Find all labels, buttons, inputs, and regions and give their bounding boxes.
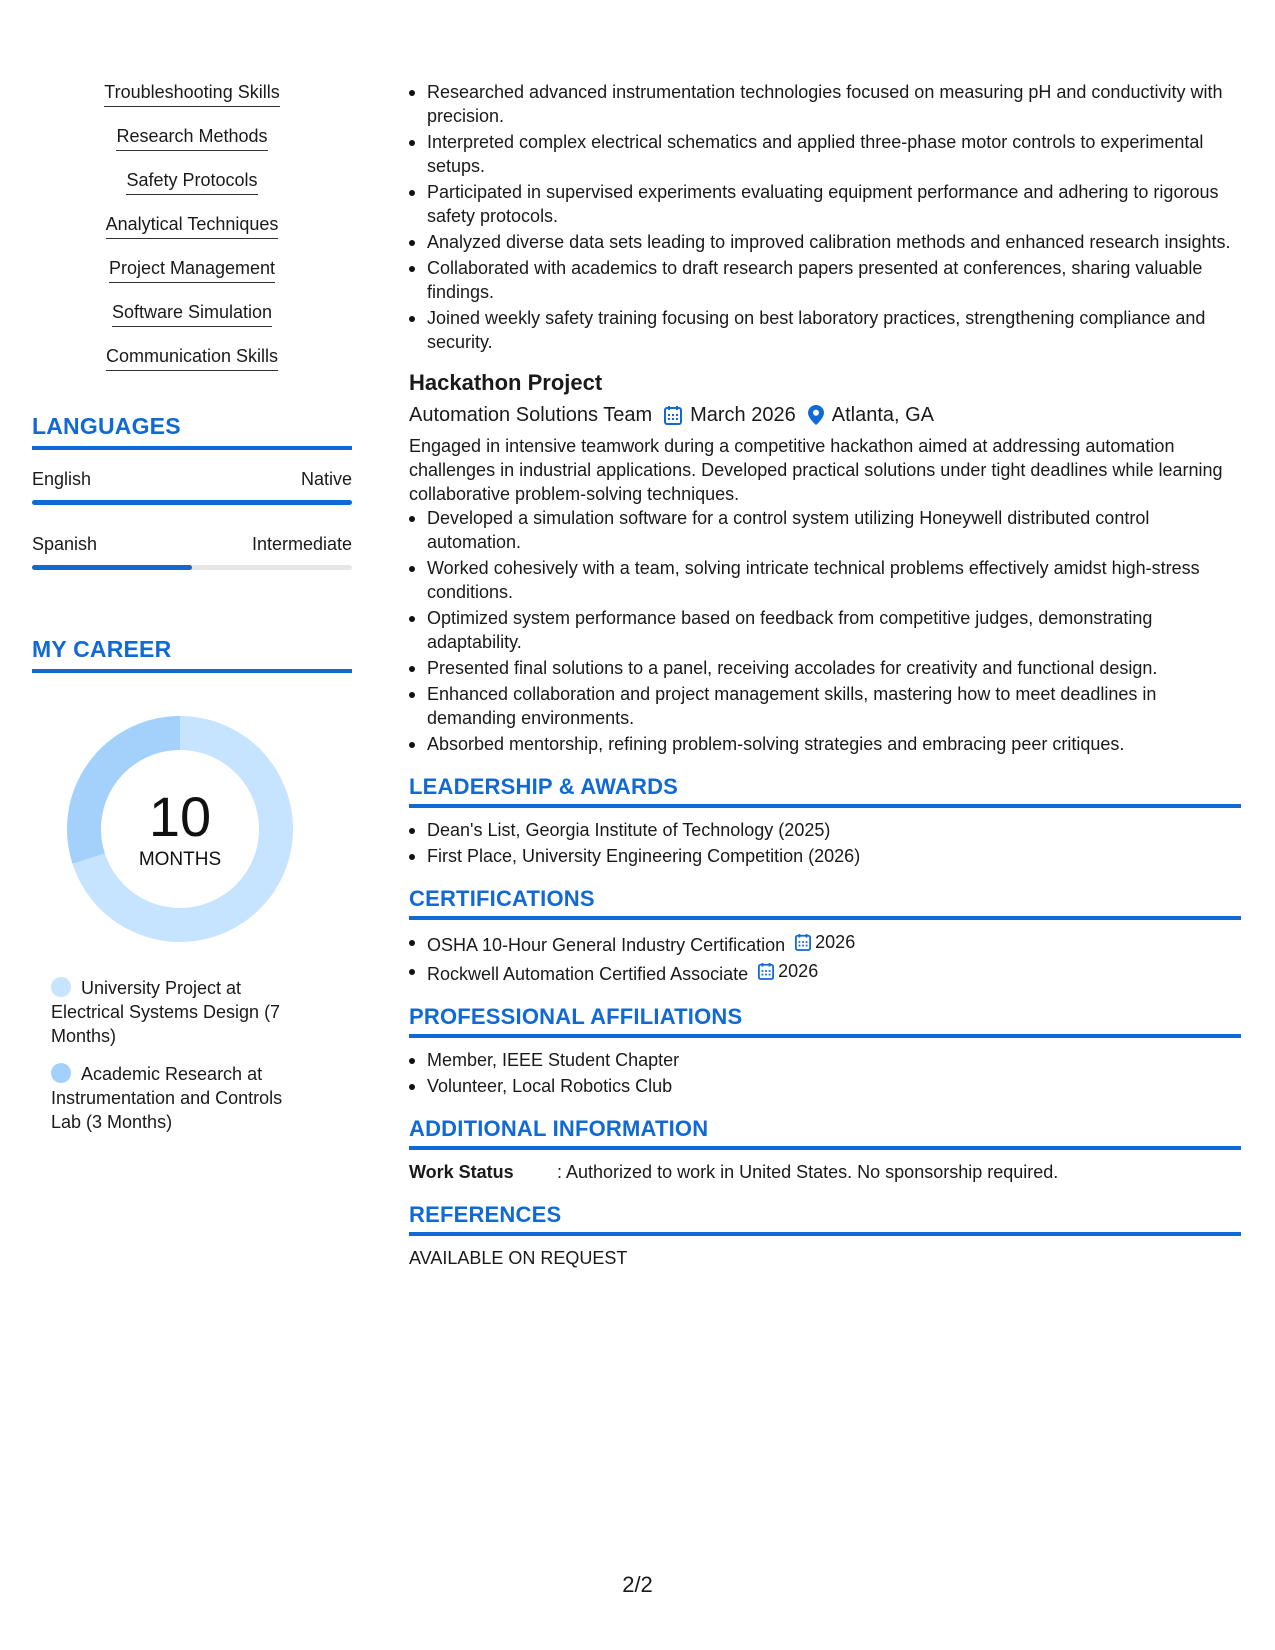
additional-info-heading: ADDITIONAL INFORMATION bbox=[409, 1116, 1241, 1150]
skills-list bbox=[32, 80, 352, 388]
work-status-row bbox=[409, 1160, 1241, 1184]
work-status-value: : Authorized to work in United States. No sponsorship required. bbox=[557, 1162, 1059, 1182]
legend-label: Academic Research at Instrumentation and Controls Lab (3 Months) bbox=[51, 1064, 283, 1132]
languages-heading: LANGUAGES bbox=[32, 413, 352, 450]
list-item: Member, IEEE Student Chapter bbox=[409, 1048, 1241, 1072]
project-bullets bbox=[409, 506, 1241, 756]
project-description: Engaged in intensive teamwork during a competitive hackathon aimed at addressing automation challenges in industrial applications. Developed practical solutions under tight deadlines while learning collaborative problem-solving techniques. bbox=[409, 436, 1223, 504]
skill-item: Analytical Techniques bbox=[106, 212, 279, 239]
skill-item: Research Methods bbox=[116, 124, 267, 151]
research-bullets bbox=[409, 80, 1241, 354]
calendar-icon bbox=[664, 405, 682, 425]
work-status-label: Work Status bbox=[409, 1162, 514, 1182]
calendar-icon bbox=[795, 933, 811, 951]
legend-dot bbox=[51, 977, 71, 997]
list-item: Researched advanced instrumentation technologies focused on measuring pH and conductivity with precision. bbox=[409, 80, 1241, 128]
skill-item: Project Management bbox=[109, 256, 275, 283]
list-item: Optimized system performance based on feedback from competitive judges, demonstrating adaptability. bbox=[409, 606, 1241, 654]
references-text: AVAILABLE ON REQUEST bbox=[409, 1248, 628, 1268]
legend-label: University Project at Electrical Systems Design (7 Months) bbox=[51, 978, 281, 1046]
project-date: March 2026 bbox=[690, 404, 796, 426]
affiliations-list bbox=[409, 1048, 1241, 1098]
leadership-heading: LEADERSHIP & AWARDS bbox=[409, 774, 1241, 808]
right-column bbox=[409, 80, 1241, 1270]
list-item: Developed a simulation software for a control system utilizing Honeywell distributed control automation. bbox=[409, 506, 1241, 554]
affiliations-heading: PROFESSIONAL AFFILIATIONS bbox=[409, 1004, 1241, 1038]
left-column bbox=[32, 80, 352, 1148]
certifications-heading: CERTIFICATIONS bbox=[409, 886, 1241, 920]
list-item: Enhanced collaboration and project management skills, mastering how to meet deadlines in demanding environments. bbox=[409, 682, 1241, 730]
calendar-icon bbox=[758, 962, 774, 980]
language-item bbox=[32, 466, 352, 505]
career-donut-chart bbox=[67, 716, 293, 942]
list-item bbox=[409, 930, 1241, 957]
donut-center bbox=[67, 716, 293, 942]
list-item: Joined weekly safety training focusing on best laboratory practices, strengthening compliance and security. bbox=[409, 306, 1241, 354]
skill-item: Safety Protocols bbox=[126, 168, 257, 195]
language-name: English bbox=[32, 469, 92, 489]
language-item bbox=[32, 531, 352, 570]
career-legend bbox=[51, 976, 311, 1134]
legend-item bbox=[51, 1062, 311, 1134]
list-item: First Place, University Engineering Competition (2026) bbox=[409, 844, 1241, 868]
project-meta bbox=[409, 400, 1241, 430]
list-item: Interpreted complex electrical schematics and applied three-phase motor controls to experimental setups. bbox=[409, 130, 1241, 178]
legend-dot bbox=[51, 1063, 71, 1083]
cert-name: Rockwell Automation Certified Associate bbox=[427, 964, 749, 984]
leadership-list bbox=[409, 818, 1241, 868]
list-item bbox=[409, 959, 1241, 986]
cert-year: 2026 bbox=[778, 961, 819, 981]
language-name: Spanish bbox=[32, 534, 98, 554]
cert-year: 2026 bbox=[815, 932, 856, 952]
skill-item: Communication Skills bbox=[106, 344, 278, 371]
language-level: Intermediate bbox=[251, 534, 352, 554]
list-item: Presented final solutions to a panel, receiving accolades for creativity and functional design. bbox=[409, 656, 1241, 680]
skill-item: Troubleshooting Skills bbox=[104, 80, 279, 107]
career-heading: MY CAREER bbox=[32, 636, 352, 673]
location-pin-icon bbox=[808, 405, 824, 425]
career-total: 10 bbox=[148, 785, 212, 848]
references-heading: REFERENCES bbox=[409, 1202, 1241, 1236]
language-level: Native bbox=[300, 469, 352, 489]
skill-item: Software Simulation bbox=[112, 300, 272, 327]
career-unit: MONTHS bbox=[138, 849, 222, 870]
language-proficiency-fill bbox=[32, 565, 192, 570]
cert-name: OSHA 10-Hour General Industry Certification bbox=[427, 935, 786, 955]
certifications-list bbox=[409, 930, 1241, 986]
project-org: Automation Solutions Team bbox=[409, 404, 653, 426]
legend-item bbox=[51, 976, 311, 1048]
list-item: Participated in supervised experiments evaluating equipment performance and adhering to rigorous safety protocols. bbox=[409, 180, 1241, 228]
project-location: Atlanta, GA bbox=[831, 404, 935, 426]
languages-section bbox=[32, 413, 352, 570]
list-item: Collaborated with academics to draft research papers presented at conferences, sharing valuable findings. bbox=[409, 256, 1241, 304]
list-item: Analyzed diverse data sets leading to improved calibration methods and enhanced research insights. bbox=[409, 230, 1241, 254]
list-item: Worked cohesively with a team, solving intricate technical problems effectively amidst high-stress conditions. bbox=[409, 556, 1241, 604]
page-number: 2/2 bbox=[622, 1572, 653, 1597]
list-item: Volunteer, Local Robotics Club bbox=[409, 1074, 1241, 1098]
list-item: Absorbed mentorship, refining problem-solving strategies and embracing peer critiques. bbox=[409, 732, 1241, 756]
list-item: Dean's List, Georgia Institute of Technology (2025) bbox=[409, 818, 1241, 842]
career-section bbox=[32, 636, 352, 1134]
project-title: Hackathon Project bbox=[409, 370, 603, 395]
language-proficiency-bar bbox=[32, 565, 352, 570]
language-proficiency-fill bbox=[32, 500, 352, 505]
language-proficiency-bar bbox=[32, 500, 352, 505]
